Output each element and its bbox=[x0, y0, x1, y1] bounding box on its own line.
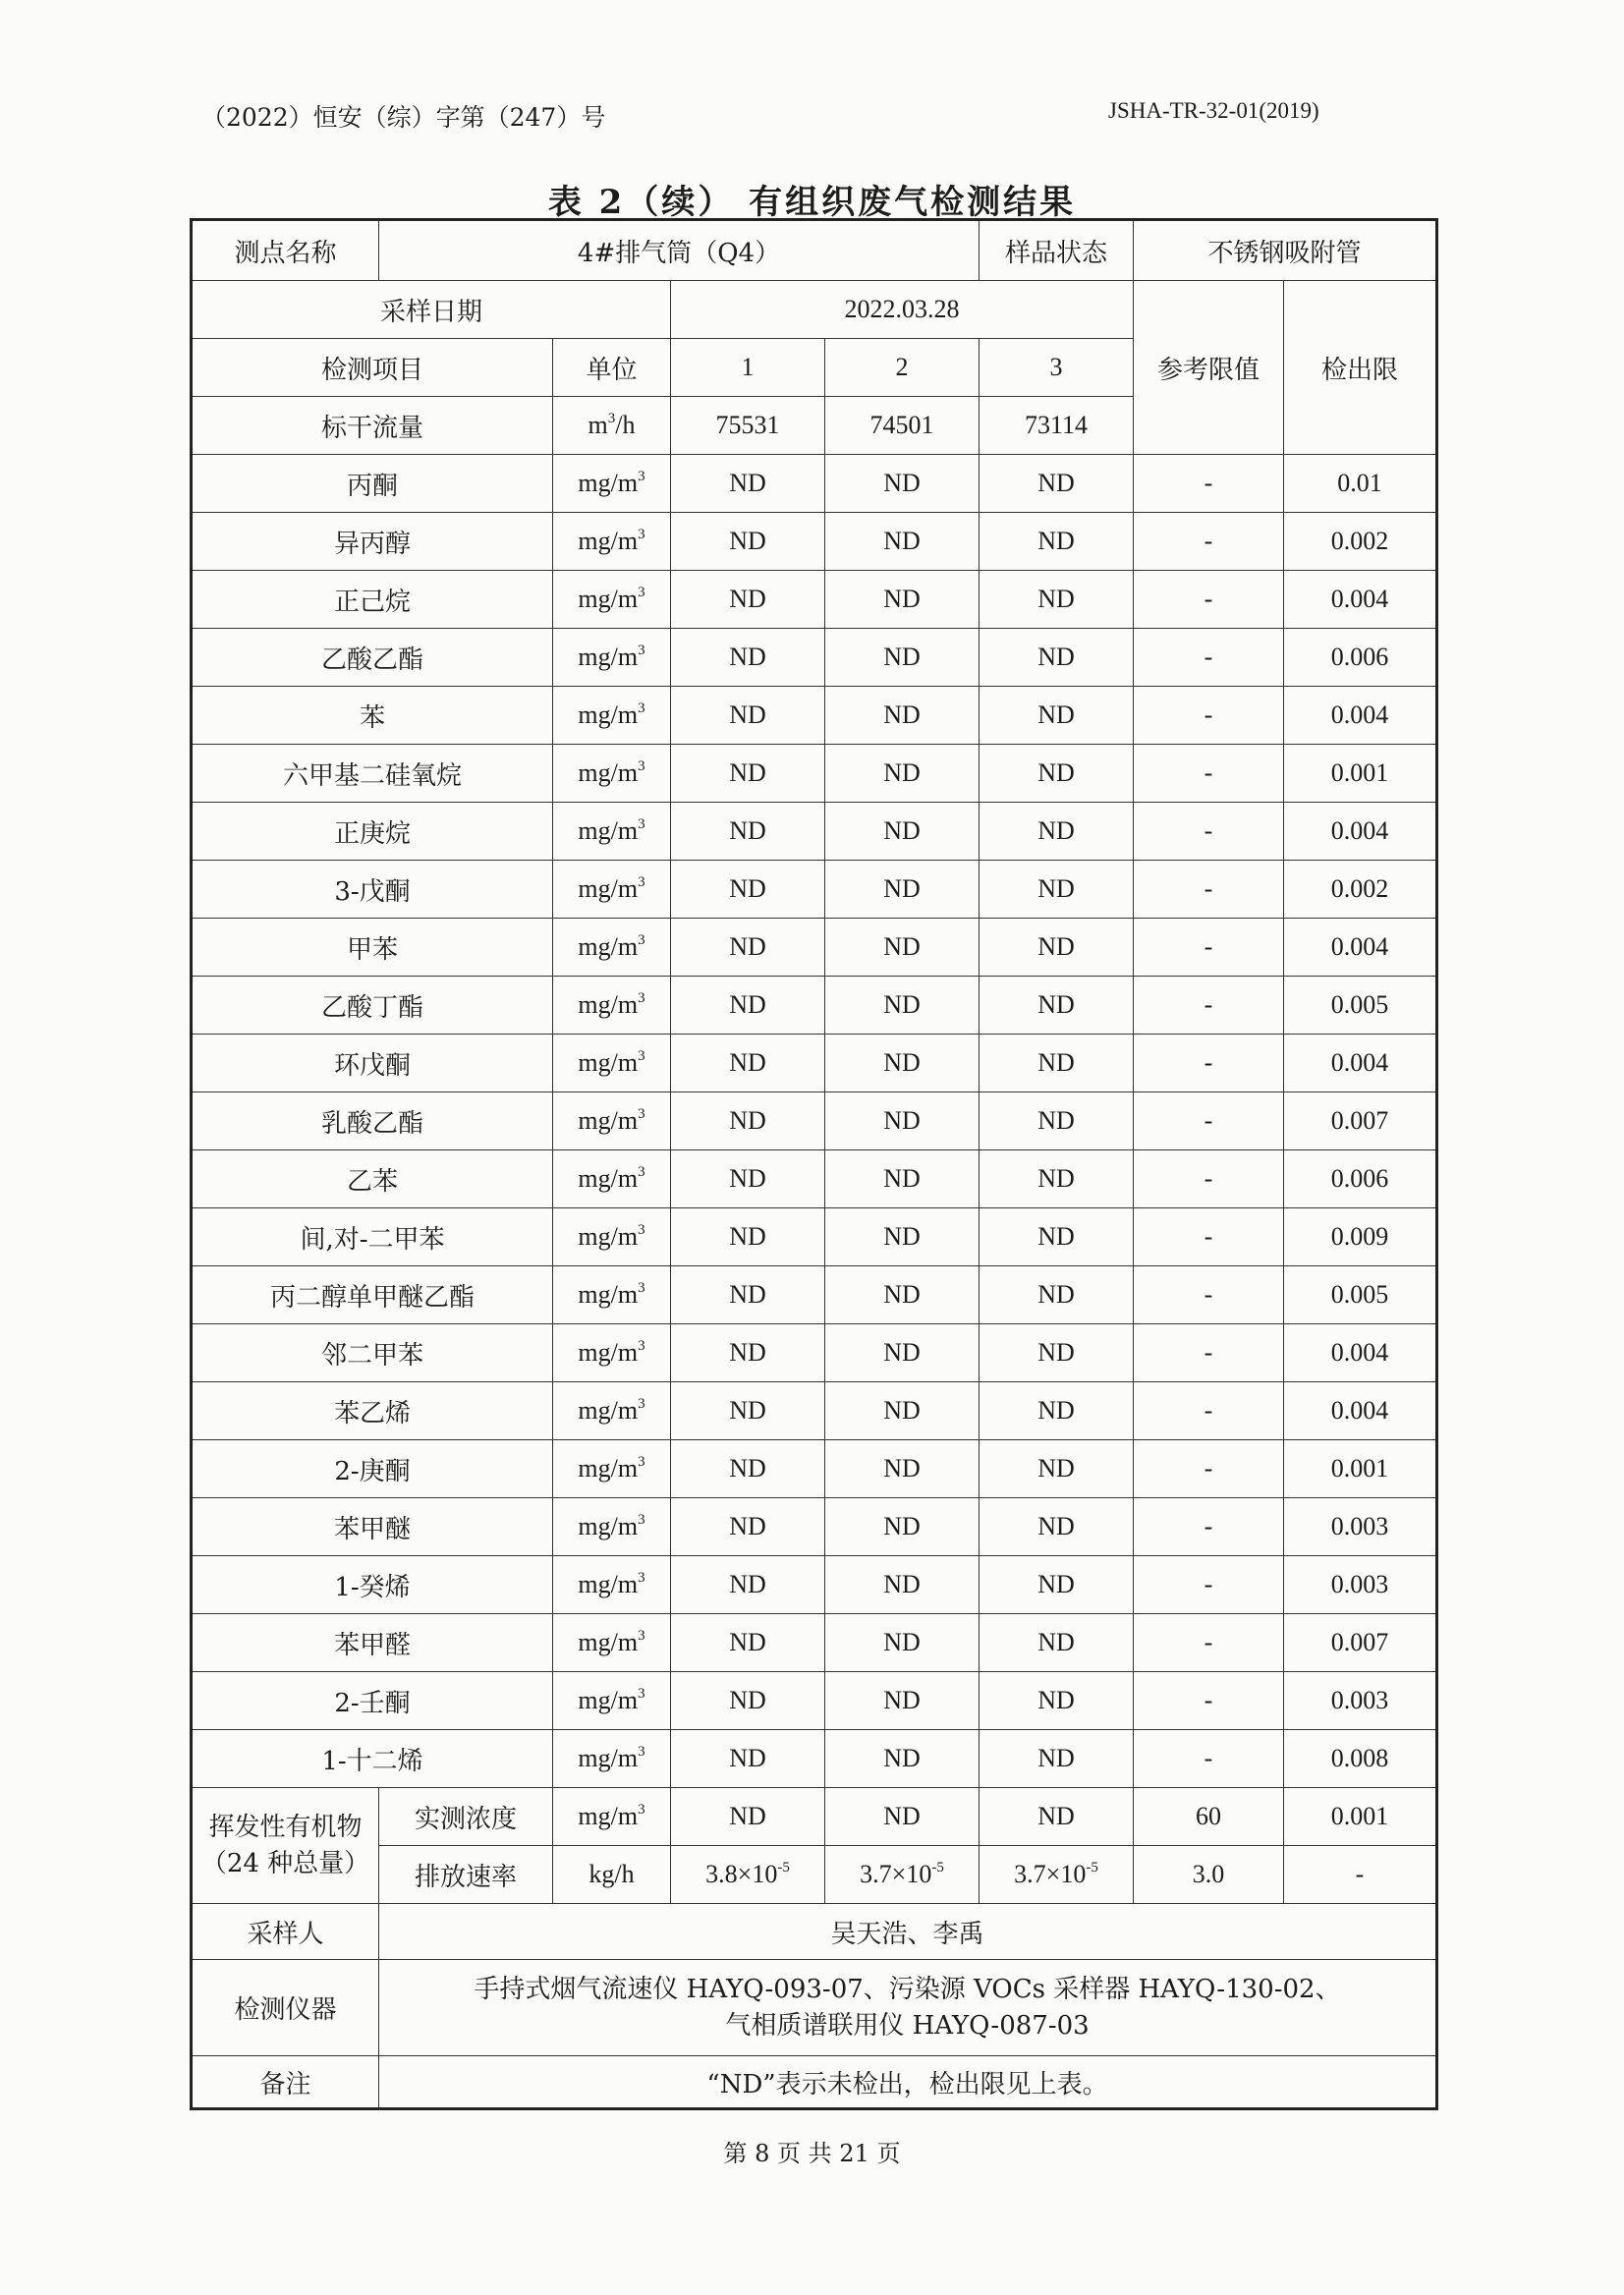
compound-run-1: ND bbox=[671, 1266, 825, 1324]
unit-header: 单位 bbox=[553, 339, 671, 397]
compound-name: 环戊酮 bbox=[192, 1035, 553, 1092]
samplers-row bbox=[192, 1904, 1437, 1960]
compound-run-3: ND bbox=[980, 1150, 1134, 1208]
remarks-value: “ND”表示未检出，检出限见上表。 bbox=[379, 2056, 1437, 2109]
compound-name: 苯甲醚 bbox=[192, 1498, 553, 1556]
table-row bbox=[192, 1150, 1437, 1208]
compound-run-3: ND bbox=[980, 919, 1134, 977]
compound-detection-limit: 0.005 bbox=[1284, 1266, 1437, 1324]
page-number: 第 8 页 共 21 页 bbox=[723, 2140, 901, 2167]
compound-name: 苯乙烯 bbox=[192, 1382, 553, 1440]
compound-unit: $mg/m^3$ bbox=[553, 1382, 671, 1440]
compound-run-2: ND bbox=[825, 571, 980, 629]
compound-name: 苯甲醛 bbox=[192, 1614, 553, 1672]
compound-run-2: ND bbox=[825, 687, 980, 745]
compound-reference-limit: - bbox=[1134, 745, 1284, 803]
table-row bbox=[192, 1556, 1437, 1614]
table-row bbox=[192, 1730, 1437, 1788]
compound-detection-limit: 0.004 bbox=[1284, 571, 1437, 629]
compound-detection-limit: 0.009 bbox=[1284, 1208, 1437, 1266]
compound-name: 2-壬酮 bbox=[192, 1672, 553, 1730]
compound-reference-limit: - bbox=[1134, 803, 1284, 861]
compound-detection-limit: 0.006 bbox=[1284, 629, 1437, 687]
point-row bbox=[192, 220, 1437, 281]
compound-name: 乙苯 bbox=[192, 1150, 553, 1208]
compound-reference-limit: - bbox=[1134, 1266, 1284, 1324]
compound-reference-limit: - bbox=[1134, 1672, 1284, 1730]
voc-concentration-row bbox=[192, 1788, 1437, 1846]
compound-unit: $mg/m^3$ bbox=[553, 1324, 671, 1382]
compound-unit: $mg/m^3$ bbox=[553, 1730, 671, 1788]
compound-detection-limit: 0.006 bbox=[1284, 1150, 1437, 1208]
compound-unit: $mg/m^3$ bbox=[553, 1150, 671, 1208]
run-1-header: 1 bbox=[671, 339, 825, 397]
compound-run-2: ND bbox=[825, 1266, 980, 1324]
voc-concentration-label: 实测浓度 bbox=[379, 1788, 553, 1846]
compound-unit: $mg/m^3$ bbox=[553, 571, 671, 629]
compound-run-1: ND bbox=[671, 1556, 825, 1614]
compound-run-3: ND bbox=[980, 1092, 1134, 1150]
compound-run-3: ND bbox=[980, 513, 1134, 571]
compound-run-3: ND bbox=[980, 1498, 1134, 1556]
compound-detection-limit: 0.001 bbox=[1284, 1440, 1437, 1498]
compound-run-3: ND bbox=[980, 1324, 1134, 1382]
compound-name: 丙二醇单甲醚乙酯 bbox=[192, 1266, 553, 1324]
compound-reference-limit: - bbox=[1134, 1382, 1284, 1440]
table-row bbox=[192, 629, 1437, 687]
compound-run-3: ND bbox=[980, 803, 1134, 861]
table-row bbox=[192, 687, 1437, 745]
compound-run-3: ND bbox=[980, 1672, 1134, 1730]
instruments-row bbox=[192, 1960, 1437, 2056]
compound-unit: $mg/m^3$ bbox=[553, 919, 671, 977]
flow-run-1: 75531 bbox=[671, 397, 825, 455]
reference-limit-header: 参考限值 bbox=[1134, 281, 1284, 455]
compound-run-1: ND bbox=[671, 1382, 825, 1440]
results-table bbox=[190, 218, 1438, 2110]
compound-unit: $mg/m^3$ bbox=[553, 1092, 671, 1150]
compound-name: 邻二甲苯 bbox=[192, 1324, 553, 1382]
table-row bbox=[192, 1324, 1437, 1382]
remarks-label: 备注 bbox=[192, 2056, 379, 2109]
point-name-value: 4#排气筒（Q4） bbox=[379, 220, 980, 281]
compound-run-2: ND bbox=[825, 629, 980, 687]
compound-run-2: ND bbox=[825, 1324, 980, 1382]
compound-unit: $mg/m^3$ bbox=[553, 1035, 671, 1092]
report-number: （2022）恒安（综）字第（247）号 bbox=[201, 103, 606, 132]
compound-reference-limit: - bbox=[1134, 455, 1284, 513]
voc-rate-run-3: $3.7\times 10^{-5}$ bbox=[980, 1846, 1134, 1904]
compound-unit: $mg/m^3$ bbox=[553, 1672, 671, 1730]
compound-run-1: ND bbox=[671, 1440, 825, 1498]
compound-run-2: ND bbox=[825, 1614, 980, 1672]
flow-label: 标干流量 bbox=[192, 397, 553, 455]
compound-unit: $mg/m^3$ bbox=[553, 1440, 671, 1498]
compound-run-1: ND bbox=[671, 687, 825, 745]
compound-run-2: ND bbox=[825, 803, 980, 861]
compound-reference-limit: - bbox=[1134, 1324, 1284, 1382]
table-row bbox=[192, 861, 1437, 919]
compound-reference-limit: - bbox=[1134, 977, 1284, 1035]
compound-detection-limit: 0.003 bbox=[1284, 1498, 1437, 1556]
table-row bbox=[192, 919, 1437, 977]
samplers-label: 采样人 bbox=[192, 1904, 379, 1960]
compound-unit: $mg/m^3$ bbox=[553, 687, 671, 745]
table-row bbox=[192, 513, 1437, 571]
compound-run-1: ND bbox=[671, 977, 825, 1035]
table-row bbox=[192, 803, 1437, 861]
compound-run-3: ND bbox=[980, 1382, 1134, 1440]
compound-name: 正己烷 bbox=[192, 571, 553, 629]
flow-run-2: 74501 bbox=[825, 397, 980, 455]
voc-concentration-limit: 60 bbox=[1134, 1788, 1284, 1846]
instruments-value: 手持式烟气流速仪 HAYQ-093-07、污染源 VOCs 采样器 HAYQ-130-02、 气相质谱联用仪 HAYQ-087-03 bbox=[379, 1960, 1437, 2056]
compound-detection-limit: 0.002 bbox=[1284, 513, 1437, 571]
compound-detection-limit: 0.004 bbox=[1284, 1382, 1437, 1440]
compound-unit: $mg/m^3$ bbox=[553, 1556, 671, 1614]
compound-detection-limit: 0.007 bbox=[1284, 1614, 1437, 1672]
compound-detection-limit: 0.001 bbox=[1284, 745, 1437, 803]
compound-run-1: ND bbox=[671, 803, 825, 861]
compound-run-2: ND bbox=[825, 977, 980, 1035]
compound-run-2: ND bbox=[825, 1150, 980, 1208]
sample-state-label: 样品状态 bbox=[980, 220, 1134, 281]
compound-detection-limit: 0.004 bbox=[1284, 1324, 1437, 1382]
compound-run-1: ND bbox=[671, 1035, 825, 1092]
table-row bbox=[192, 1672, 1437, 1730]
compound-run-3: ND bbox=[980, 629, 1134, 687]
voc-rate-run-1: $3.8\times 10^{-5}$ bbox=[671, 1846, 825, 1904]
voc-rate-unit: kg/h bbox=[553, 1846, 671, 1904]
compound-detection-limit: 0.003 bbox=[1284, 1556, 1437, 1614]
voc-concentration-run-3: ND bbox=[980, 1788, 1134, 1846]
table-row bbox=[192, 1498, 1437, 1556]
compound-run-2: ND bbox=[825, 1498, 980, 1556]
compound-unit: $mg/m^3$ bbox=[553, 513, 671, 571]
table-row bbox=[192, 745, 1437, 803]
compound-detection-limit: 0.004 bbox=[1284, 919, 1437, 977]
compound-reference-limit: - bbox=[1134, 629, 1284, 687]
compound-run-1: ND bbox=[671, 1208, 825, 1266]
compound-run-1: ND bbox=[671, 1614, 825, 1672]
compound-unit: $mg/m^3$ bbox=[553, 1498, 671, 1556]
compound-run-2: ND bbox=[825, 919, 980, 977]
compound-run-2: ND bbox=[825, 1208, 980, 1266]
compound-name: 六甲基二硅氧烷 bbox=[192, 745, 553, 803]
compound-run-3: ND bbox=[980, 1440, 1134, 1498]
compound-reference-limit: - bbox=[1134, 1614, 1284, 1672]
compound-name: 丙酮 bbox=[192, 455, 553, 513]
date-row bbox=[192, 281, 1437, 339]
compound-run-1: ND bbox=[671, 1092, 825, 1150]
table-row bbox=[192, 1382, 1437, 1440]
remarks-row bbox=[192, 2056, 1437, 2109]
table-row bbox=[192, 571, 1437, 629]
compound-name: 乙酸乙酯 bbox=[192, 629, 553, 687]
compound-reference-limit: - bbox=[1134, 1730, 1284, 1788]
table-row bbox=[192, 1614, 1437, 1672]
compound-reference-limit: - bbox=[1134, 919, 1284, 977]
compound-unit: $mg/m^3$ bbox=[553, 1614, 671, 1672]
samplers-value: 吴天浩、李禹 bbox=[379, 1904, 1437, 1960]
voc-concentration-unit: $mg/m^3$ bbox=[553, 1788, 671, 1846]
compound-run-1: ND bbox=[671, 1672, 825, 1730]
compound-run-3: ND bbox=[980, 1614, 1134, 1672]
compound-unit: $mg/m^3$ bbox=[553, 745, 671, 803]
run-2-header: 2 bbox=[825, 339, 980, 397]
compound-run-2: ND bbox=[825, 513, 980, 571]
document-code: JSHA-TR-32-01(2019) bbox=[1108, 98, 1319, 123]
table-row bbox=[192, 1208, 1437, 1266]
table-row bbox=[192, 1035, 1437, 1092]
compound-run-2: ND bbox=[825, 1092, 980, 1150]
compound-detection-limit: 0.004 bbox=[1284, 687, 1437, 745]
compound-run-3: ND bbox=[980, 861, 1134, 919]
compound-detection-limit: 0.007 bbox=[1284, 1092, 1437, 1150]
compound-reference-limit: - bbox=[1134, 1035, 1284, 1092]
compound-run-2: ND bbox=[825, 455, 980, 513]
compound-reference-limit: - bbox=[1134, 687, 1284, 745]
sampling-date-label: 采样日期 bbox=[192, 281, 671, 339]
compound-reference-limit: - bbox=[1134, 1556, 1284, 1614]
compound-name: 1-癸烯 bbox=[192, 1556, 553, 1614]
compound-run-1: ND bbox=[671, 629, 825, 687]
compound-run-3: ND bbox=[980, 1556, 1134, 1614]
compound-run-3: ND bbox=[980, 571, 1134, 629]
compound-run-2: ND bbox=[825, 1440, 980, 1498]
compound-run-2: ND bbox=[825, 1556, 980, 1614]
table-row bbox=[192, 455, 1437, 513]
compound-name: 1-十二烯 bbox=[192, 1730, 553, 1788]
table-title: 表 2（续） 有组织废气检测结果 bbox=[547, 183, 1077, 222]
compound-name: 异丙醇 bbox=[192, 513, 553, 571]
compound-run-1: ND bbox=[671, 1498, 825, 1556]
voc-concentration-run-2: ND bbox=[825, 1788, 980, 1846]
voc-rate-detection-limit: - bbox=[1284, 1846, 1437, 1904]
compound-run-2: ND bbox=[825, 1730, 980, 1788]
voc-rate-row bbox=[192, 1846, 1437, 1904]
voc-concentration-detection-limit: 0.001 bbox=[1284, 1788, 1437, 1846]
voc-rate-limit: 3.0 bbox=[1134, 1846, 1284, 1904]
compound-detection-limit: 0.004 bbox=[1284, 803, 1437, 861]
item-header: 检测项目 bbox=[192, 339, 553, 397]
compound-run-2: ND bbox=[825, 861, 980, 919]
voc-rate-label: 排放速率 bbox=[379, 1846, 553, 1904]
compound-run-1: ND bbox=[671, 745, 825, 803]
compound-run-3: ND bbox=[980, 745, 1134, 803]
compound-run-3: ND bbox=[980, 1730, 1134, 1788]
compound-run-1: ND bbox=[671, 919, 825, 977]
compound-reference-limit: - bbox=[1134, 1150, 1284, 1208]
compound-reference-limit: - bbox=[1134, 513, 1284, 571]
flow-unit: $m^3/h$ bbox=[553, 397, 671, 455]
compound-reference-limit: - bbox=[1134, 1208, 1284, 1266]
compound-detection-limit: 0.008 bbox=[1284, 1730, 1437, 1788]
compound-reference-limit: - bbox=[1134, 1440, 1284, 1498]
compound-name: 间,对-二甲苯 bbox=[192, 1208, 553, 1266]
compound-reference-limit: - bbox=[1134, 1092, 1284, 1150]
instruments-label: 检测仪器 bbox=[192, 1960, 379, 2056]
compound-name: 正庚烷 bbox=[192, 803, 553, 861]
compound-run-3: ND bbox=[980, 687, 1134, 745]
compound-run-1: ND bbox=[671, 571, 825, 629]
compound-detection-limit: 0.002 bbox=[1284, 861, 1437, 919]
compound-unit: $mg/m^3$ bbox=[553, 1208, 671, 1266]
compound-unit: $mg/m^3$ bbox=[553, 455, 671, 513]
voc-concentration-run-1: ND bbox=[671, 1788, 825, 1846]
compound-unit: $mg/m^3$ bbox=[553, 629, 671, 687]
compound-name: 乳酸乙酯 bbox=[192, 1092, 553, 1150]
compound-detection-limit: 0.004 bbox=[1284, 1035, 1437, 1092]
compound-run-1: ND bbox=[671, 1324, 825, 1382]
compound-name: 苯 bbox=[192, 687, 553, 745]
compound-run-2: ND bbox=[825, 1035, 980, 1092]
compound-run-2: ND bbox=[825, 1382, 980, 1440]
compound-reference-limit: - bbox=[1134, 1498, 1284, 1556]
voc-rate-run-2: $3.7\times 10^{-5}$ bbox=[825, 1846, 980, 1904]
compound-unit: $mg/m^3$ bbox=[553, 1266, 671, 1324]
detection-limit-header: 检出限 bbox=[1284, 281, 1437, 455]
run-3-header: 3 bbox=[980, 339, 1134, 397]
compound-detection-limit: 0.005 bbox=[1284, 977, 1437, 1035]
compound-run-3: ND bbox=[980, 1266, 1134, 1324]
compound-run-3: ND bbox=[980, 1208, 1134, 1266]
table-row bbox=[192, 1092, 1437, 1150]
compound-run-3: ND bbox=[980, 977, 1134, 1035]
compound-unit: $mg/m^3$ bbox=[553, 803, 671, 861]
compound-run-3: ND bbox=[980, 455, 1134, 513]
compound-reference-limit: - bbox=[1134, 571, 1284, 629]
compound-reference-limit: - bbox=[1134, 861, 1284, 919]
sample-state-value: 不锈钢吸附管 bbox=[1134, 220, 1437, 281]
compound-unit: $mg/m^3$ bbox=[553, 861, 671, 919]
compound-run-1: ND bbox=[671, 861, 825, 919]
compound-detection-limit: 0.01 bbox=[1284, 455, 1437, 513]
compound-run-1: ND bbox=[671, 1150, 825, 1208]
compound-name: 乙酸丁酯 bbox=[192, 977, 553, 1035]
compound-name: 2-庚酮 bbox=[192, 1440, 553, 1498]
table-row bbox=[192, 1266, 1437, 1324]
compound-name: 3-戊酮 bbox=[192, 861, 553, 919]
compound-run-3: ND bbox=[980, 1035, 1134, 1092]
compound-run-1: ND bbox=[671, 455, 825, 513]
table-row bbox=[192, 977, 1437, 1035]
table-row bbox=[192, 1440, 1437, 1498]
point-name-label: 测点名称 bbox=[192, 220, 379, 281]
compound-run-2: ND bbox=[825, 1672, 980, 1730]
compound-run-1: ND bbox=[671, 1730, 825, 1788]
compound-detection-limit: 0.003 bbox=[1284, 1672, 1437, 1730]
compound-run-1: ND bbox=[671, 513, 825, 571]
sampling-date-value: 2022.03.28 bbox=[671, 281, 1134, 339]
compound-name: 甲苯 bbox=[192, 919, 553, 977]
flow-run-3: 73114 bbox=[980, 397, 1134, 455]
compound-run-2: ND bbox=[825, 745, 980, 803]
voc-total-label: 挥发性有机物 （24 种总量） bbox=[192, 1788, 379, 1904]
compound-unit: $mg/m^3$ bbox=[553, 977, 671, 1035]
